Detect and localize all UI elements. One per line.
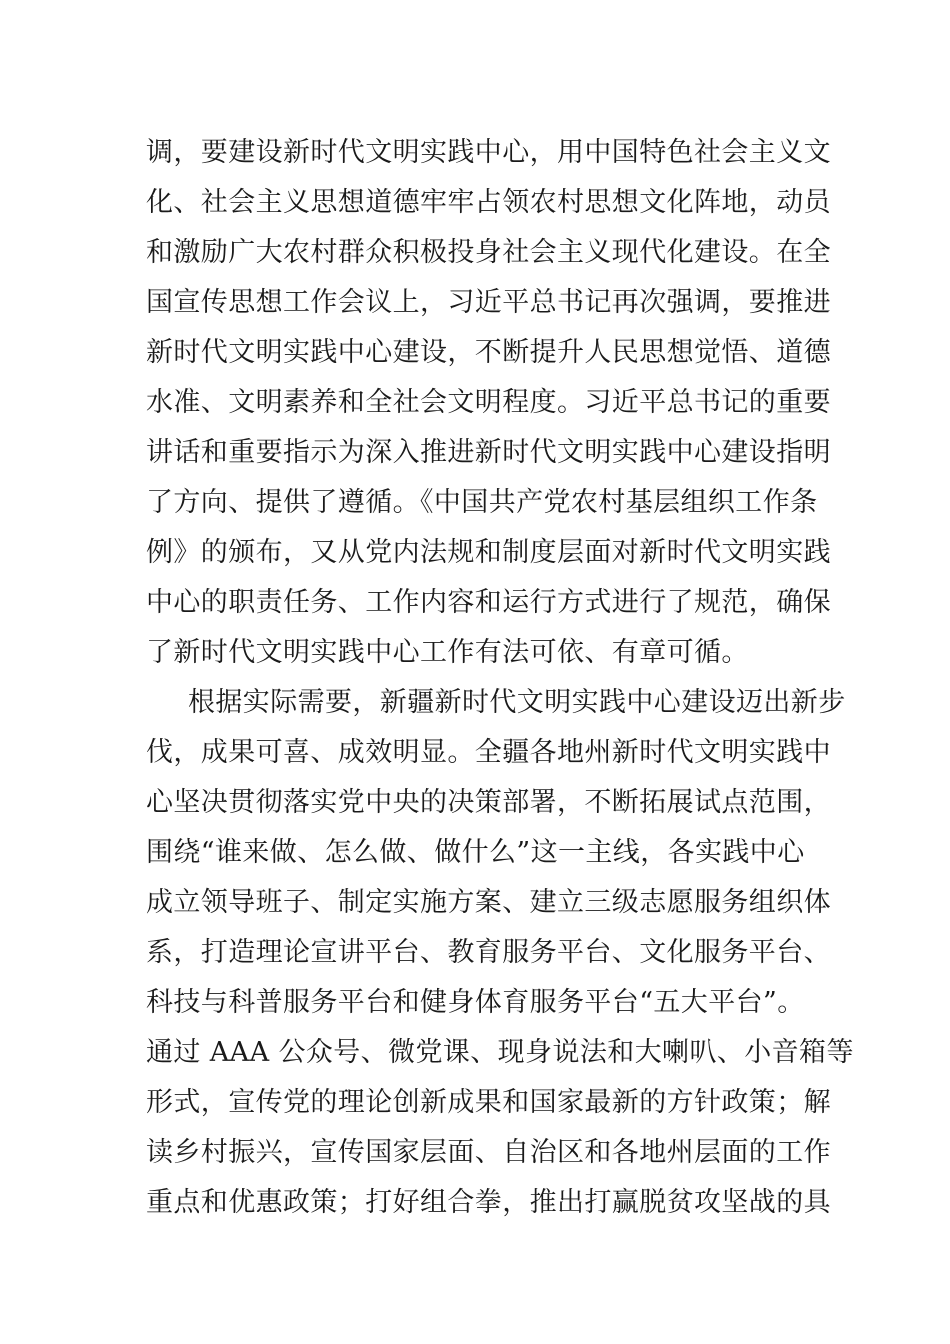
paragraph-line: 根据实际需要，新疆新时代文明实践中心建设迈出新步: [188, 687, 846, 718]
paragraph-line: 心坚决贯彻落实党中央的决策部署，不断拓展试点范围，: [146, 787, 831, 818]
paragraph-line: 和激励广大农村群众积极投身社会主义现代化建设。在全: [146, 237, 831, 268]
paragraph-line: 国宣传思想工作会议上，习近平总书记再次强调，要推进: [146, 287, 831, 318]
paragraph-line: 通过 AAA 公众号、微党课、现身说法和大喇叭、小音箱等: [146, 1037, 854, 1068]
paragraph-2: [146, 678, 854, 1228]
paragraph-line: 了新时代文明实践中心工作有法可依、有章可循。: [146, 637, 749, 668]
paragraph-line: 了方向、提供了遵循。《中国共产党农村基层组织工作条: [146, 487, 818, 518]
paragraph-line: 例》的颁布，又从党内法规和制度层面对新时代文明实践: [146, 537, 831, 568]
paragraph-line: 成立领导班子、制定实施方案、建立三级志愿服务组织体: [146, 887, 831, 918]
paragraph-line: 形式，宣传党的理论创新成果和国家最新的方针政策；解: [146, 1087, 831, 1118]
paragraph-line: 调，要建设新时代文明实践中心，用中国特色社会主义文: [146, 137, 831, 168]
paragraph-1: [146, 128, 831, 678]
paragraph-line: 新时代文明实践中心建设，不断提升人民思想觉悟、道德: [146, 337, 831, 368]
paragraph-line: 水准、文明素养和全社会文明程度。习近平总书记的重要: [146, 387, 831, 418]
paragraph-line: 读乡村振兴，宣传国家层面、自治区和各地州层面的工作: [146, 1137, 831, 1168]
paragraph-line: 科技与科普服务平台和健身体育服务平台“五大平台”。: [146, 987, 805, 1018]
paragraph-line: 系，打造理论宣讲平台、教育服务平台、文化服务平台、: [146, 937, 831, 968]
paragraph-line: 中心的职责任务、工作内容和运行方式进行了规范，确保: [146, 587, 831, 618]
paragraph-line: 化、社会主义思想道德牢牢占领农村思想文化阵地，动员: [146, 187, 831, 218]
paragraph-line: 讲话和重要指示为深入推进新时代文明实践中心建设指明: [146, 437, 831, 468]
paragraph-line: 重点和优惠政策；打好组合拳，推出打赢脱贫攻坚战的具: [146, 1187, 831, 1218]
body-text: [146, 128, 854, 1228]
paragraph-line: 围绕“谁来做、怎么做、做什么”这一主线，各实践中心: [146, 837, 805, 868]
paragraph-line: 伐，成果可喜、成效明显。全疆各地州新时代文明实践中: [146, 737, 831, 768]
